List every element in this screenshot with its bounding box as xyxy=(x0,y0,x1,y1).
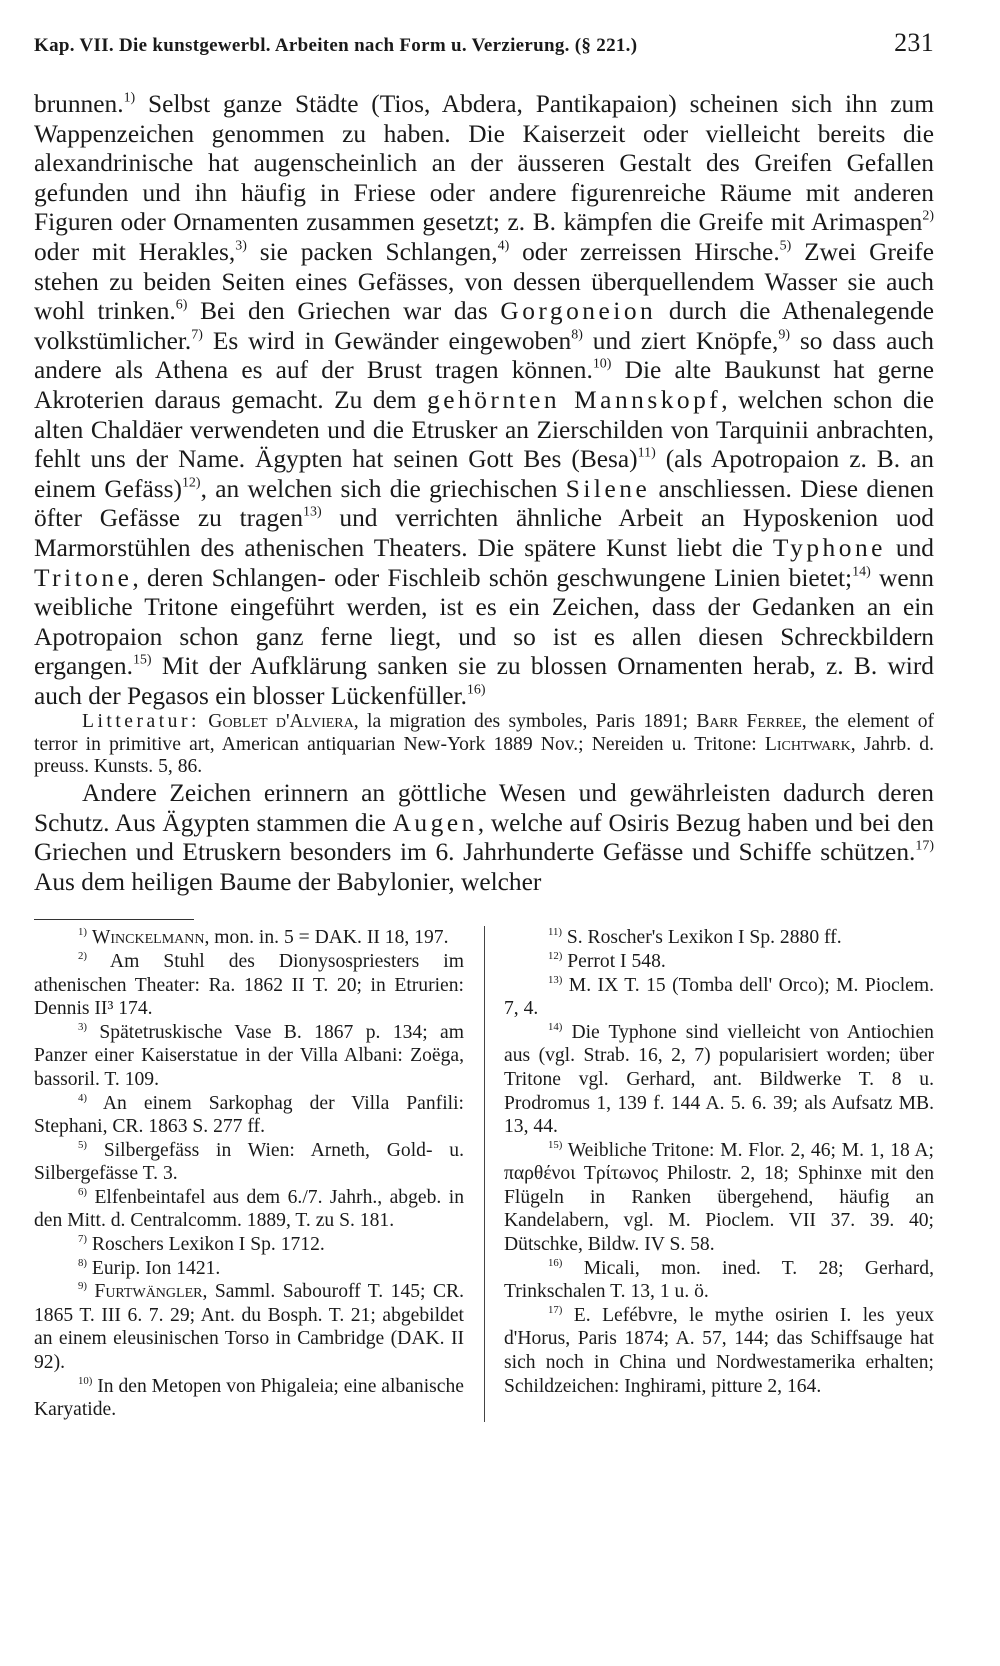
text-run: Aus dem heiligen Baume der Babylonier, welcher xyxy=(34,867,542,896)
footnote-ref[interactable]: 10) xyxy=(592,356,612,372)
footnote-number: 10) xyxy=(78,1374,93,1387)
header-chapter-title xyxy=(34,35,637,57)
footnote xyxy=(504,926,934,950)
text-run: , the element of terror in primitive art, American antiquarian New-York 1889 Nov.; Nereiden u. Tritone: xyxy=(34,711,935,755)
footnote-divider xyxy=(34,919,194,920)
footnote-text: Silbergefäss in Wien: Arneth, Gold- u. Silbergefässe T. 3. xyxy=(34,1139,464,1185)
spaced-term: gehörnten Mannskopf xyxy=(427,385,722,414)
text-run: Andere Zeichen erinnern an göttliche Wesen und gewährleisten dadurch deren Schutz. Aus Ägypten stammen die xyxy=(34,778,934,837)
paragraph-symbols xyxy=(34,779,934,897)
footnote-number: 12) xyxy=(548,949,563,962)
footnote-text: S. Roscher's Lexikon I Sp. 2880 ff. xyxy=(566,927,842,949)
footnote xyxy=(34,1257,464,1281)
footnote-ref[interactable]: 13) xyxy=(303,504,322,520)
text-run: sie packen Schlangen, xyxy=(246,237,498,266)
spaced-term: Gorgoneion xyxy=(500,297,657,326)
text-run: , Jahrb. d. preuss. Kunsts. 5, 86. xyxy=(34,733,934,778)
footnote-ref[interactable]: 11) xyxy=(637,445,656,461)
footnote-text: , Samml. Sabouroff T. 145; CR. 1865 T. III 6. 7. 29; Ant. du Bosph. T. 21; abgebildet an einem eleusinischen Torso in Cambridge (DAK. II 92). xyxy=(34,1281,464,1374)
footnote-ref[interactable]: 12) xyxy=(181,475,201,491)
spaced-term: Typhone xyxy=(772,533,886,562)
author-name: Lichtwark xyxy=(764,733,851,755)
literature-note xyxy=(34,711,934,779)
footnote-author: Furtwängler xyxy=(94,1281,203,1303)
footnote-number: 5) xyxy=(78,1138,87,1151)
footnote xyxy=(34,1233,464,1257)
text-run: anschliessen. Diese dienen öfter Gefässe zu tragen xyxy=(34,474,935,533)
text-run: , la migration des symboles, Paris 1891; xyxy=(353,711,697,733)
footnote-author: Winckelmann xyxy=(91,927,205,949)
footnote-number: 14) xyxy=(548,1020,563,1033)
footnote xyxy=(34,1139,464,1186)
footnote-number: 8) xyxy=(78,1256,87,1269)
footnote-ref[interactable]: 1) xyxy=(123,90,136,106)
footnote-text: M. IX T. 15 (Tomba dell' Orco); M. Pioclem. 7, 4. xyxy=(504,974,934,1020)
footnote-text: Roschers Lexikon I Sp. 1712. xyxy=(91,1234,325,1256)
footnote xyxy=(34,926,464,950)
footnote-text: , mon. in. 5 = DAK. II 18, 197. xyxy=(204,927,449,949)
text-run: (als Apotropaion z. B. an einem Gefäss) xyxy=(34,445,934,503)
footnotes-left-column xyxy=(34,926,464,1421)
footnote-text: An einem Sarkophag der Villa Panfili: Stephani, CR. 1863 S. 277 ff. xyxy=(34,1092,464,1138)
footnote-text: E. Lefébvre, le mythe osirien I. les yeux d'Horus, Paris 1874; A. 57, 144; das Schiffsauge hat sich noch in China und Nordwestamerika erhalten; Schildzeichen: Inghirami, pitture 2, 164. xyxy=(504,1304,934,1397)
footnote xyxy=(34,1021,464,1092)
text-run: , an welchen sich die griechischen xyxy=(200,474,566,503)
footnote-text: Spätetruskische Vase B. 1867 p. 134; am Panzer einer Kaiserstatue in der Villa Albani: Zoëga, bassoril. T. 109. xyxy=(34,1021,464,1090)
footnote-ref[interactable]: 5) xyxy=(779,238,792,254)
text-run: , welchen schon die alten Chaldäer verwendeten und die Etrusker an Zierschilden von Tarquinii anbrachten, fehlt uns der Name. Ägypten hat seinen Gott Bes (Besa) xyxy=(34,385,934,474)
footnote-ref[interactable]: 6) xyxy=(175,297,188,313)
footnote xyxy=(504,950,934,974)
footnotes-right-column xyxy=(504,926,934,1421)
footnote-number: 16) xyxy=(548,1256,563,1269)
text-run: und verrichten ähnliche Arbeit an Hyposkenion uod Marmorstühlen des athenischen Theaters. Die spätere Kunst liebt die xyxy=(34,504,934,562)
footnote-ref[interactable]: 16) xyxy=(466,682,486,698)
footnote-ref[interactable]: 8) xyxy=(571,327,583,343)
footnote-number: 1) xyxy=(78,926,87,939)
footnote-text: Elfenbeintafel aus dem 6./7. Jahrh., abgeb. in den Mitt. d. Centralcomm. 1889, T. zu S. 181. xyxy=(34,1186,464,1232)
header-title: Die kunstgewerbl. Arbeiten nach Form u. Verzierung. xyxy=(119,35,570,56)
footnote-text: In den Metopen von Phigaleia; eine albanische Karyatide. xyxy=(34,1375,464,1421)
footnote-text: Die Typhone sind vielleicht von Antiochien aus (vgl. Strab. 16, 2, 7) popularisiert worden; über Tritone vgl. Gerhard, ant. Bildwerke T. 8 u. Prodromus 1, 139 f. 144 A. 5. 6. 39; als Aufsatz MB. 13, 44. xyxy=(504,1021,934,1138)
footnote-ref[interactable]: 14) xyxy=(852,564,871,580)
author-name: Barr Ferree xyxy=(696,711,802,733)
footnote-text: Am Stuhl des Dionysospriesters im athenischen Theater: Ra. 1862 II T. 20; in Etrurien: Dennis II³ 174. xyxy=(34,950,464,1020)
footnote-ref[interactable]: 2) xyxy=(922,208,934,224)
footnote-ref[interactable]: 7) xyxy=(191,327,203,343)
footnote-text: Weibliche Tritone: M. Flor. 2, 46; M. 1, 18 A; παρθένοι Τρίτωνος Philostr. 2, 18; Sphinxe mit den Flügeln in Ranken übergehend, häufig an Kandelabern, vgl. M. Pioclem. VII 37. 39. 40; Dütschke, Bildw. IV S. 58. xyxy=(504,1139,934,1256)
text-run: Mit der Aufklärung sanken sie zu blossen Ornamenten herab, z. B. wird auch der Pegasos ein blosser Lückenfüller. xyxy=(34,652,934,710)
text-run: brunnen. xyxy=(34,90,124,118)
text-run: Es wird in Gewänder eingewoben xyxy=(202,326,572,355)
footnote xyxy=(504,1139,934,1257)
author-name: Goblet d'Alviera xyxy=(208,711,354,733)
text-run: Selbst ganze Städte (Tios, Abdera, Pantikapaion) scheinen sich ihn zum Wappenzeichen genommen zu haben. Die Kaiserzeit oder vielleicht bereits die alexandrinische hat augenscheinlich an der äusseren Gestalt des Greifen Gefallen gefunden und ihn häufig in Friese oder andere figurenreiche Räume mit anderen Figuren oder Ornamenten zusammen gesetzt; z. B. kämpfen die Greife mit Arimaspen xyxy=(34,90,934,237)
footnote-number: 6) xyxy=(78,1185,87,1198)
page-number: 231 xyxy=(894,28,934,57)
text-run: Zwei Greife stehen zu beiden Seiten eines Gefässes, von dessen überquellendem Wasser sie auch wohl trinken. xyxy=(34,237,934,326)
text-run: so dass auch andere als Athena es auf der Brust tragen können. xyxy=(34,326,934,385)
footnote-number: 9) xyxy=(78,1280,87,1293)
footnote xyxy=(34,1375,464,1422)
footnote-text: Eurip. Ion 1421. xyxy=(91,1257,221,1279)
main-text xyxy=(34,90,934,897)
footnote-number: 13) xyxy=(548,973,563,986)
footnote xyxy=(504,974,934,1021)
footnote xyxy=(504,1021,934,1139)
footnote-number: 4) xyxy=(78,1091,87,1104)
book-page xyxy=(34,28,934,1422)
footnote-ref[interactable]: 3) xyxy=(235,238,247,254)
footnotes xyxy=(34,926,934,1421)
footnote xyxy=(34,1092,464,1139)
text-run: Bei den Griechen war das xyxy=(187,297,501,326)
footnote-ref[interactable]: 9) xyxy=(778,327,790,343)
text-run: , deren Schlangen- oder Fischleib schön geschwungene Linien bietet; xyxy=(132,563,853,592)
literature-label: Litteratur: xyxy=(82,711,200,733)
text-run: wenn weibliche Tritone eingeführt werden, ist es ein Zeichen, dass der Gedanken an ein Apotropaion schon ganz ferne liegt, und so ist es allen diesen Schreckbildern ergangen. xyxy=(34,563,934,681)
text-run: Die alte Baukunst hat gerne Akroterien daraus gemacht. Zu dem xyxy=(34,356,934,414)
text-run: oder zerreissen Hirsche. xyxy=(509,237,780,266)
paragraph-griffin xyxy=(34,90,934,711)
text-run: durch die Athenalegende volkstümlicher. xyxy=(34,297,934,355)
header-section: (§ 221.) xyxy=(574,35,638,56)
spaced-term: Silene xyxy=(565,474,651,503)
text-run: , welche auf Osiris Bezug haben und bei den Griechen und Etruskern besonders im 6. Jahrhunderte Gefässe und Schiffe schützen. xyxy=(34,808,934,867)
footnote xyxy=(34,1280,464,1374)
footnote xyxy=(34,1186,464,1233)
spaced-term: Augen xyxy=(392,808,478,837)
footnote-number: 11) xyxy=(548,926,562,939)
footnote-number: 15) xyxy=(548,1138,563,1151)
footnote-number: 17) xyxy=(548,1303,563,1316)
footnote xyxy=(504,1304,934,1398)
footnote-text: Micali, mon. ined. T. 28; Gerhard, Trinkschalen T. 13, 1 u. ö. xyxy=(504,1257,934,1303)
footnote-number: 3) xyxy=(78,1020,87,1033)
footnote-number: 7) xyxy=(78,1232,87,1245)
text-run: oder mit Herakles, xyxy=(34,237,236,266)
footnote-ref[interactable]: 15) xyxy=(132,652,152,668)
footnote xyxy=(504,1257,934,1304)
text-run: und ziert Knöpfe, xyxy=(582,326,779,355)
header-chapter: Kap. VII. xyxy=(34,35,114,56)
text-run: und xyxy=(885,533,934,562)
spaced-term: Tritone xyxy=(34,563,133,592)
footnote-ref[interactable]: 17) xyxy=(915,838,934,854)
footnote-text: Perrot I 548. xyxy=(567,950,666,972)
footnote-ref[interactable]: 4) xyxy=(497,238,510,254)
column-divider xyxy=(484,926,485,1421)
footnote xyxy=(34,950,464,1021)
running-header xyxy=(34,28,934,68)
footnote-number: 2) xyxy=(78,949,87,962)
